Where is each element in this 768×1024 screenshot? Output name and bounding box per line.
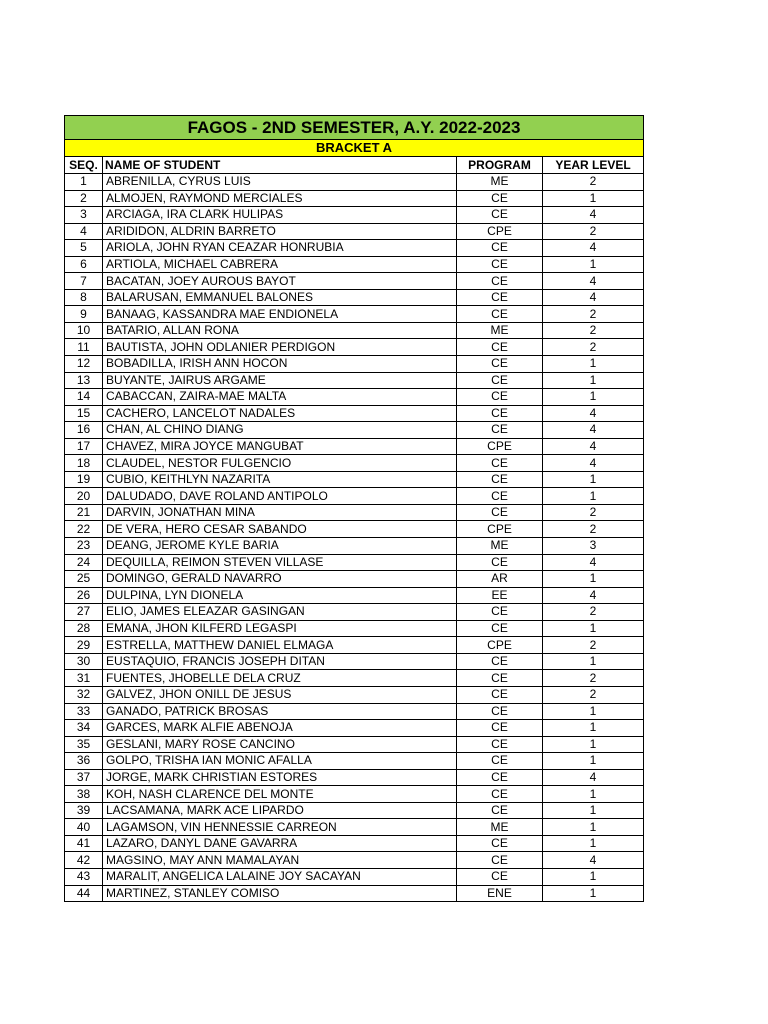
row-seq: 34: [65, 720, 103, 737]
row-name: LAGAMSON, VIN HENNESSIE CARREON: [103, 819, 457, 836]
row-year: 1: [543, 885, 644, 902]
column-header-name: NAME OF STUDENT: [103, 157, 457, 174]
row-seq: 30: [65, 653, 103, 670]
row-seq: 39: [65, 802, 103, 819]
row-seq: 26: [65, 587, 103, 604]
row-name: LACSAMANA, MARK ACE LIPARDO: [103, 802, 457, 819]
row-program: CE: [457, 670, 543, 687]
row-seq: 38: [65, 786, 103, 803]
row-seq: 36: [65, 753, 103, 770]
row-name: CHAN, AL CHINO DIANG: [103, 422, 457, 439]
row-year: 2: [543, 339, 644, 356]
table-row: [65, 753, 644, 770]
row-program: CE: [457, 455, 543, 472]
row-seq: 17: [65, 438, 103, 455]
row-seq: 1: [65, 174, 103, 191]
row-program: CE: [457, 240, 543, 257]
row-program: CE: [457, 868, 543, 885]
table-row: [65, 504, 644, 521]
row-name: CHAVEZ, MIRA JOYCE MANGUBAT: [103, 438, 457, 455]
table-row: [65, 802, 644, 819]
row-name: DULPINA, LYN DIONELA: [103, 587, 457, 604]
row-name: GESLANI, MARY ROSE CANCINO: [103, 736, 457, 753]
row-seq: 24: [65, 554, 103, 571]
row-seq: 28: [65, 620, 103, 637]
row-year: 2: [543, 686, 644, 703]
bracket-row: [65, 140, 644, 157]
table-row: [65, 455, 644, 472]
table-row: [65, 405, 644, 422]
row-program: CPE: [457, 521, 543, 538]
table-row: [65, 273, 644, 290]
student-list-table: [64, 115, 644, 902]
row-program: CE: [457, 852, 543, 869]
row-program: CE: [457, 786, 543, 803]
row-name: GOLPO, TRISHA IAN MONIC AFALLA: [103, 753, 457, 770]
row-year: 4: [543, 438, 644, 455]
row-name: MARALIT, ANGELICA LALAINE JOY SACAYAN: [103, 868, 457, 885]
row-program: CE: [457, 190, 543, 207]
table-row: [65, 538, 644, 555]
row-year: 1: [543, 471, 644, 488]
row-program: CE: [457, 703, 543, 720]
row-name: FUENTES, JHOBELLE DELA CRUZ: [103, 670, 457, 687]
table-row: [65, 488, 644, 505]
row-year: 2: [543, 670, 644, 687]
row-year: 1: [543, 868, 644, 885]
row-year: 4: [543, 273, 644, 290]
row-program: CE: [457, 289, 543, 306]
table-row: [65, 521, 644, 538]
row-year: 2: [543, 504, 644, 521]
column-header-seq: SEQ.: [65, 157, 103, 174]
row-year: 1: [543, 571, 644, 588]
table-row: [65, 670, 644, 687]
row-name: DARVIN, JONATHAN MINA: [103, 504, 457, 521]
row-program: CE: [457, 389, 543, 406]
row-year: 1: [543, 720, 644, 737]
row-seq: 37: [65, 769, 103, 786]
table-row: [65, 587, 644, 604]
row-seq: 18: [65, 455, 103, 472]
row-program: CE: [457, 306, 543, 323]
row-seq: 11: [65, 339, 103, 356]
row-name: BALARUSAN, EMMANUEL BALONES: [103, 289, 457, 306]
row-seq: 42: [65, 852, 103, 869]
row-program: AR: [457, 571, 543, 588]
row-name: ARCIAGA, IRA CLARK HULIPAS: [103, 207, 457, 224]
row-program: CE: [457, 356, 543, 373]
table-row: [65, 223, 644, 240]
row-year: 4: [543, 240, 644, 257]
row-name: BAUTISTA, JOHN ODLANIER PERDIGON: [103, 339, 457, 356]
bracket-label: BRACKET A: [65, 140, 644, 157]
row-program: CE: [457, 405, 543, 422]
row-year: 4: [543, 455, 644, 472]
row-year: 4: [543, 587, 644, 604]
table-row: [65, 885, 644, 902]
row-program: ENE: [457, 885, 543, 902]
row-seq: 32: [65, 686, 103, 703]
row-seq: 2: [65, 190, 103, 207]
row-seq: 16: [65, 422, 103, 439]
row-program: CE: [457, 471, 543, 488]
row-name: BUYANTE, JAIRUS ARGAME: [103, 372, 457, 389]
row-seq: 7: [65, 273, 103, 290]
table-row: [65, 190, 644, 207]
row-program: ME: [457, 538, 543, 555]
row-year: 2: [543, 604, 644, 621]
row-program: CE: [457, 835, 543, 852]
table-row: [65, 240, 644, 257]
table-row: [65, 422, 644, 439]
row-name: ARIOLA, JOHN RYAN CEAZAR HONRUBIA: [103, 240, 457, 257]
row-seq: 15: [65, 405, 103, 422]
row-year: 2: [543, 521, 644, 538]
table-row: [65, 637, 644, 654]
row-program: CE: [457, 207, 543, 224]
row-program: CPE: [457, 637, 543, 654]
table-row: [65, 372, 644, 389]
table-row: [65, 686, 644, 703]
row-program: CE: [457, 488, 543, 505]
row-seq: 25: [65, 571, 103, 588]
row-program: CE: [457, 720, 543, 737]
table-row: [65, 306, 644, 323]
row-seq: 10: [65, 322, 103, 339]
row-name: DEQUILLA, REIMON STEVEN VILLASE: [103, 554, 457, 571]
row-program: CE: [457, 273, 543, 290]
row-name: DE VERA, HERO CESAR SABANDO: [103, 521, 457, 538]
table-row: [65, 356, 644, 373]
row-seq: 31: [65, 670, 103, 687]
table-row: [65, 653, 644, 670]
row-seq: 33: [65, 703, 103, 720]
row-program: ME: [457, 819, 543, 836]
row-year: 4: [543, 769, 644, 786]
row-name: LAZARO, DANYL DANE GAVARRA: [103, 835, 457, 852]
row-program: CE: [457, 620, 543, 637]
table-row: [65, 620, 644, 637]
row-seq: 40: [65, 819, 103, 836]
row-seq: 35: [65, 736, 103, 753]
row-name: GARCES, MARK ALFIE ABENOJA: [103, 720, 457, 737]
row-program: ME: [457, 322, 543, 339]
row-year: 4: [543, 207, 644, 224]
row-name: BOBADILLA, IRISH ANN HOCON: [103, 356, 457, 373]
row-seq: 20: [65, 488, 103, 505]
row-program: CE: [457, 653, 543, 670]
table-row: [65, 339, 644, 356]
row-seq: 22: [65, 521, 103, 538]
table-row: [65, 571, 644, 588]
row-seq: 27: [65, 604, 103, 621]
table-row: [65, 786, 644, 803]
row-seq: 43: [65, 868, 103, 885]
row-program: CE: [457, 769, 543, 786]
row-seq: 3: [65, 207, 103, 224]
table-row: [65, 769, 644, 786]
row-year: 1: [543, 753, 644, 770]
row-year: 4: [543, 852, 644, 869]
row-program: CE: [457, 604, 543, 621]
row-seq: 41: [65, 835, 103, 852]
table-row: [65, 703, 644, 720]
row-year: 1: [543, 356, 644, 373]
row-program: CPE: [457, 438, 543, 455]
row-year: 1: [543, 802, 644, 819]
row-year: 2: [543, 306, 644, 323]
row-name: ARTIOLA, MICHAEL CABRERA: [103, 256, 457, 273]
row-year: 1: [543, 819, 644, 836]
row-seq: 14: [65, 389, 103, 406]
row-program: CE: [457, 372, 543, 389]
row-name: DALUDADO, DAVE ROLAND ANTIPOLO: [103, 488, 457, 505]
sheet-title: FAGOS - 2ND SEMESTER, A.Y. 2022-2023: [65, 116, 644, 140]
row-name: DOMINGO, GERALD NAVARRO: [103, 571, 457, 588]
row-year: 2: [543, 637, 644, 654]
row-program: EE: [457, 587, 543, 604]
row-year: 4: [543, 405, 644, 422]
row-year: 1: [543, 653, 644, 670]
table-row: [65, 554, 644, 571]
row-program: CE: [457, 802, 543, 819]
row-year: 1: [543, 372, 644, 389]
row-name: JORGE, MARK CHRISTIAN ESTORES: [103, 769, 457, 786]
row-year: 4: [543, 422, 644, 439]
row-seq: 8: [65, 289, 103, 306]
row-program: CE: [457, 256, 543, 273]
row-year: 3: [543, 538, 644, 555]
row-program: CE: [457, 339, 543, 356]
row-year: 2: [543, 174, 644, 191]
table-row: [65, 471, 644, 488]
row-year: 1: [543, 620, 644, 637]
row-name: EUSTAQUIO, FRANCIS JOSEPH DITAN: [103, 653, 457, 670]
row-program: CE: [457, 736, 543, 753]
row-seq: 4: [65, 223, 103, 240]
title-row: [65, 116, 644, 140]
row-name: MARTINEZ, STANLEY COMISO: [103, 885, 457, 902]
row-name: ABRENILLA, CYRUS LUIS: [103, 174, 457, 191]
table-row: [65, 835, 644, 852]
table-row: [65, 438, 644, 455]
row-name: GALVEZ, JHON ONILL DE JESUS: [103, 686, 457, 703]
table-row: [65, 819, 644, 836]
table-row: [65, 604, 644, 621]
row-year: 1: [543, 190, 644, 207]
column-header-row: [65, 157, 644, 174]
table-row: [65, 389, 644, 406]
table-row: [65, 736, 644, 753]
column-header-program: PROGRAM: [457, 157, 543, 174]
row-name: BANAAG, KASSANDRA MAE ENDIONELA: [103, 306, 457, 323]
row-name: ALMOJEN, RAYMOND MERCIALES: [103, 190, 457, 207]
row-year: 1: [543, 488, 644, 505]
row-name: DEANG, JEROME KYLE BARIA: [103, 538, 457, 555]
table-row: [65, 720, 644, 737]
table-row: [65, 207, 644, 224]
table-row: [65, 174, 644, 191]
row-seq: 13: [65, 372, 103, 389]
row-year: 4: [543, 289, 644, 306]
row-year: 1: [543, 256, 644, 273]
row-name: CLAUDEL, NESTOR FULGENCIO: [103, 455, 457, 472]
row-name: MAGSINO, MAY ANN MAMALAYAN: [103, 852, 457, 869]
row-seq: 5: [65, 240, 103, 257]
row-seq: 12: [65, 356, 103, 373]
row-year: 1: [543, 835, 644, 852]
row-program: ME: [457, 174, 543, 191]
table-row: [65, 289, 644, 306]
row-program: CE: [457, 554, 543, 571]
row-name: GANADO, PATRICK BROSAS: [103, 703, 457, 720]
row-name: CACHERO, LANCELOT NADALES: [103, 405, 457, 422]
row-year: 1: [543, 786, 644, 803]
row-year: 1: [543, 389, 644, 406]
row-name: CABACCAN, ZAIRA-MAE MALTA: [103, 389, 457, 406]
column-header-year: YEAR LEVEL: [543, 157, 644, 174]
table-row: [65, 256, 644, 273]
row-year: 4: [543, 554, 644, 571]
row-seq: 29: [65, 637, 103, 654]
row-seq: 23: [65, 538, 103, 555]
row-program: CE: [457, 753, 543, 770]
table-row: [65, 322, 644, 339]
row-name: KOH, NASH CLARENCE DEL MONTE: [103, 786, 457, 803]
row-year: 2: [543, 223, 644, 240]
table-row: [65, 868, 644, 885]
row-seq: 9: [65, 306, 103, 323]
row-year: 2: [543, 322, 644, 339]
row-name: BATARIO, ALLAN RONA: [103, 322, 457, 339]
row-seq: 6: [65, 256, 103, 273]
row-seq: 21: [65, 504, 103, 521]
row-name: ARIDIDON, ALDRIN BARRETO: [103, 223, 457, 240]
row-name: ELIO, JAMES ELEAZAR GASINGAN: [103, 604, 457, 621]
row-year: 1: [543, 736, 644, 753]
row-name: ESTRELLA, MATTHEW DANIEL ELMAGA: [103, 637, 457, 654]
row-seq: 44: [65, 885, 103, 902]
row-program: CE: [457, 422, 543, 439]
row-name: EMANA, JHON KILFERD LEGASPI: [103, 620, 457, 637]
table-row: [65, 852, 644, 869]
row-program: CE: [457, 504, 543, 521]
row-program: CPE: [457, 223, 543, 240]
row-name: BACATAN, JOEY AUROUS BAYOT: [103, 273, 457, 290]
row-year: 1: [543, 703, 644, 720]
row-name: CUBIO, KEITHLYN NAZARITA: [103, 471, 457, 488]
row-seq: 19: [65, 471, 103, 488]
row-program: CE: [457, 686, 543, 703]
